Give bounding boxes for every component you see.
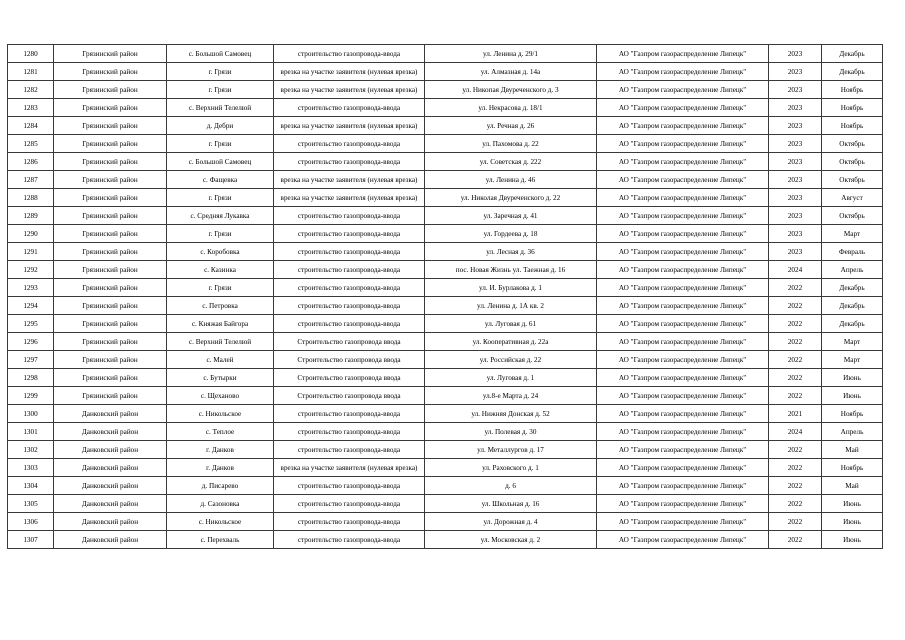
locality-cell: с. Большой Самовец	[167, 153, 274, 171]
work-type-cell: строительство газопровода-ввода	[274, 135, 425, 153]
table-row	[8, 315, 883, 333]
district-cell: Грязинский район	[54, 261, 167, 279]
row-number: 1298	[8, 369, 54, 387]
work-type-cell: строительство газопровода-ввода	[274, 315, 425, 333]
month-cell: Октябрь	[822, 207, 883, 225]
month-cell: Ноябрь	[822, 117, 883, 135]
month-cell: Март	[822, 225, 883, 243]
table-row	[8, 117, 883, 135]
organization-cell: АО "Газпром газораспределение Липецк"	[597, 117, 769, 135]
address-cell: ул. Луговая д. 61	[425, 315, 597, 333]
year-cell: 2022	[769, 459, 822, 477]
district-cell: Грязинский район	[54, 297, 167, 315]
district-cell: Грязинский район	[54, 207, 167, 225]
year-cell: 2023	[769, 189, 822, 207]
year-cell: 2022	[769, 297, 822, 315]
locality-cell: с. Коробовка	[167, 243, 274, 261]
table-row	[8, 81, 883, 99]
row-number: 1302	[8, 441, 54, 459]
year-cell: 2022	[769, 369, 822, 387]
district-cell: Данковский район	[54, 531, 167, 549]
organization-cell: АО "Газпром газораспределение Липецк"	[597, 441, 769, 459]
work-type-cell: строительство газопровода-ввода	[274, 531, 425, 549]
month-cell: Декабрь	[822, 315, 883, 333]
work-type-cell: строительство газопровода-ввода	[274, 261, 425, 279]
month-cell: Декабрь	[822, 297, 883, 315]
work-type-cell: строительство газопровода-ввода	[274, 243, 425, 261]
organization-cell: АО "Газпром газораспределение Липецк"	[597, 243, 769, 261]
organization-cell: АО "Газпром газораспределение Липецк"	[597, 423, 769, 441]
district-cell: Грязинский район	[54, 171, 167, 189]
month-cell: Декабрь	[822, 63, 883, 81]
year-cell: 2022	[769, 441, 822, 459]
month-cell: Апрель	[822, 423, 883, 441]
table-row	[8, 189, 883, 207]
table-row	[8, 477, 883, 495]
row-number: 1284	[8, 117, 54, 135]
row-number: 1289	[8, 207, 54, 225]
organization-cell: АО "Газпром газораспределение Липецк"	[597, 333, 769, 351]
locality-cell: с. Теплое	[167, 423, 274, 441]
year-cell: 2023	[769, 135, 822, 153]
organization-cell: АО "Газпром газораспределение Липецк"	[597, 225, 769, 243]
organization-cell: АО "Газпром газораспределение Липецк"	[597, 405, 769, 423]
row-number: 1296	[8, 333, 54, 351]
year-cell: 2022	[769, 279, 822, 297]
organization-cell: АО "Газпром газораспределение Липецк"	[597, 459, 769, 477]
table-row	[8, 423, 883, 441]
month-cell: Июнь	[822, 387, 883, 405]
row-number: 1291	[8, 243, 54, 261]
month-cell: Октябрь	[822, 153, 883, 171]
locality-cell: г. Грязи	[167, 189, 274, 207]
year-cell: 2022	[769, 477, 822, 495]
locality-cell: с. Щеханово	[167, 387, 274, 405]
district-cell: Грязинский район	[54, 117, 167, 135]
locality-cell: с. Верхний Телелюй	[167, 333, 274, 351]
district-cell: Грязинский район	[54, 99, 167, 117]
locality-cell: с. Петровка	[167, 297, 274, 315]
table-row	[8, 207, 883, 225]
address-cell: ул. Некрасова д. 18/1	[425, 99, 597, 117]
month-cell: Апрель	[822, 261, 883, 279]
organization-cell: АО "Газпром газораспределение Липецк"	[597, 531, 769, 549]
work-type-cell: Строительство газопровода ввода	[274, 333, 425, 351]
district-cell: Грязинский район	[54, 225, 167, 243]
organization-cell: АО "Газпром газораспределение Липецк"	[597, 351, 769, 369]
address-cell: ул. Советская д. 222	[425, 153, 597, 171]
address-cell: ул. Ленина д. 46	[425, 171, 597, 189]
row-number: 1297	[8, 351, 54, 369]
address-cell: ул. Лесная д. 36	[425, 243, 597, 261]
table-row	[8, 243, 883, 261]
address-cell: ул. Николая Двуреченского д. 22	[425, 189, 597, 207]
year-cell: 2021	[769, 405, 822, 423]
locality-cell: с. Бутырки	[167, 369, 274, 387]
district-cell: Грязинский район	[54, 279, 167, 297]
locality-cell: г. Грязи	[167, 225, 274, 243]
work-type-cell: врезка на участке заявителя (нулевая врезка)	[274, 459, 425, 477]
year-cell: 2022	[769, 387, 822, 405]
address-cell: ул. Ленина д. 1А кв. 2	[425, 297, 597, 315]
table-row	[8, 387, 883, 405]
year-cell: 2023	[769, 243, 822, 261]
year-cell: 2023	[769, 117, 822, 135]
month-cell: Июнь	[822, 531, 883, 549]
address-cell: ул. Никопая Двуреченского д. 3	[425, 81, 597, 99]
month-cell: Август	[822, 189, 883, 207]
table-row	[8, 369, 883, 387]
table-row	[8, 351, 883, 369]
year-cell: 2023	[769, 207, 822, 225]
row-number: 1283	[8, 99, 54, 117]
district-cell: Данковский район	[54, 405, 167, 423]
table-row	[8, 441, 883, 459]
row-number: 1301	[8, 423, 54, 441]
year-cell: 2022	[769, 333, 822, 351]
organization-cell: АО "Газпром газораспределение Липецк"	[597, 513, 769, 531]
address-cell: ул.8-е Марта д. 24	[425, 387, 597, 405]
locality-cell: с. Малей	[167, 351, 274, 369]
organization-cell: АО "Газпром газораспределение Липецк"	[597, 261, 769, 279]
document-page	[7, 44, 882, 549]
row-number: 1286	[8, 153, 54, 171]
work-type-cell: строительство газопровода-ввода	[274, 207, 425, 225]
work-type-cell: врезка на участке заявителя (нулевая врезка)	[274, 63, 425, 81]
row-number: 1288	[8, 189, 54, 207]
organization-cell: АО "Газпром газораспределение Липецк"	[597, 171, 769, 189]
table-row	[8, 405, 883, 423]
locality-cell: с. Княжая Байгора	[167, 315, 274, 333]
locality-cell: д. Дебри	[167, 117, 274, 135]
district-cell: Грязинский район	[54, 315, 167, 333]
address-cell: ул. Нижняя Донская д. 52	[425, 405, 597, 423]
district-cell: Данковский район	[54, 459, 167, 477]
address-cell: ул. Раховского д. 1	[425, 459, 597, 477]
row-number: 1295	[8, 315, 54, 333]
month-cell: Декабрь	[822, 45, 883, 63]
row-number: 1282	[8, 81, 54, 99]
table-row	[8, 279, 883, 297]
month-cell: Май	[822, 441, 883, 459]
district-cell: Грязинский район	[54, 369, 167, 387]
organization-cell: АО "Газпром газораспределение Липецк"	[597, 387, 769, 405]
address-cell: ул. Луговая д. 1	[425, 369, 597, 387]
work-type-cell: строительство газопровода-ввода	[274, 477, 425, 495]
year-cell: 2023	[769, 99, 822, 117]
work-type-cell: строительство газопровода-ввода	[274, 279, 425, 297]
address-cell: ул. Алмазная д. 14а	[425, 63, 597, 81]
year-cell: 2024	[769, 423, 822, 441]
work-type-cell: Строительство газопровода ввода	[274, 351, 425, 369]
locality-cell: д. Писарево	[167, 477, 274, 495]
district-cell: Грязинский район	[54, 63, 167, 81]
month-cell: Июнь	[822, 513, 883, 531]
organization-cell: АО "Газпром газораспределение Липецк"	[597, 63, 769, 81]
year-cell: 2023	[769, 171, 822, 189]
organization-cell: АО "Газпром газораспределение Липецк"	[597, 495, 769, 513]
table-row	[8, 99, 883, 117]
address-cell: д. 6	[425, 477, 597, 495]
table-row	[8, 495, 883, 513]
district-cell: Данковский район	[54, 441, 167, 459]
month-cell: Октябрь	[822, 171, 883, 189]
year-cell: 2023	[769, 45, 822, 63]
locality-cell: г. Грязи	[167, 135, 274, 153]
locality-cell: г. Грязи	[167, 279, 274, 297]
organization-cell: АО "Газпром газораспределение Липецк"	[597, 135, 769, 153]
locality-cell: г. Данков	[167, 459, 274, 477]
month-cell: Июнь	[822, 369, 883, 387]
locality-cell: с. Никольское	[167, 405, 274, 423]
month-cell: Ноябрь	[822, 459, 883, 477]
month-cell: Ноябрь	[822, 99, 883, 117]
work-type-cell: строительство газопровода-ввода	[274, 297, 425, 315]
row-number: 1299	[8, 387, 54, 405]
district-cell: Данковский район	[54, 423, 167, 441]
table-row	[8, 225, 883, 243]
table-row	[8, 513, 883, 531]
locality-cell: г. Данков	[167, 441, 274, 459]
address-cell: ул. И. Бурлакова д. 1	[425, 279, 597, 297]
organization-cell: АО "Газпром газораспределение Липецк"	[597, 189, 769, 207]
year-cell: 2022	[769, 495, 822, 513]
row-number: 1294	[8, 297, 54, 315]
table-row	[8, 153, 883, 171]
month-cell: Ноябрь	[822, 405, 883, 423]
year-cell: 2023	[769, 225, 822, 243]
organization-cell: АО "Газпром газораспределение Липецк"	[597, 477, 769, 495]
month-cell: Февраль	[822, 243, 883, 261]
address-cell: пос. Новая Жизнь ул. Таежная д. 16	[425, 261, 597, 279]
year-cell: 2022	[769, 513, 822, 531]
organization-cell: АО "Газпром газораспределение Липецк"	[597, 279, 769, 297]
district-cell: Грязинский район	[54, 153, 167, 171]
work-type-cell: строительство газопровода-ввода	[274, 423, 425, 441]
work-type-cell: строительство газопровода-ввода	[274, 45, 425, 63]
district-cell: Данковский район	[54, 495, 167, 513]
row-number: 1285	[8, 135, 54, 153]
organization-cell: АО "Газпром газораспределение Липецк"	[597, 207, 769, 225]
table-row	[8, 531, 883, 549]
month-cell: Июнь	[822, 495, 883, 513]
month-cell: Декабрь	[822, 279, 883, 297]
row-number: 1281	[8, 63, 54, 81]
row-number: 1287	[8, 171, 54, 189]
address-cell: ул. Дорожная д. 4	[425, 513, 597, 531]
row-number: 1290	[8, 225, 54, 243]
table-row	[8, 135, 883, 153]
work-type-cell: строительство газопровода-ввода	[274, 513, 425, 531]
row-number: 1303	[8, 459, 54, 477]
row-number: 1293	[8, 279, 54, 297]
row-number: 1307	[8, 531, 54, 549]
year-cell: 2022	[769, 315, 822, 333]
table-row	[8, 297, 883, 315]
address-cell: ул. Московская д. 2	[425, 531, 597, 549]
district-cell: Грязинский район	[54, 243, 167, 261]
district-cell: Данковский район	[54, 477, 167, 495]
address-cell: ул. Гордеева д. 18	[425, 225, 597, 243]
district-cell: Грязинский район	[54, 351, 167, 369]
month-cell: Март	[822, 351, 883, 369]
table-row	[8, 333, 883, 351]
locality-cell: с. Фащевка	[167, 171, 274, 189]
year-cell: 2022	[769, 531, 822, 549]
locality-cell: г. Грязи	[167, 81, 274, 99]
district-cell: Грязинский район	[54, 135, 167, 153]
work-type-cell: строительство газопровода-ввода	[274, 225, 425, 243]
work-type-cell: Строительство газопровода ввода	[274, 369, 425, 387]
organization-cell: АО "Газпром газораспределение Липецк"	[597, 369, 769, 387]
organization-cell: АО "Газпром газораспределение Липецк"	[597, 297, 769, 315]
organization-cell: АО "Газпром газораспределение Липецк"	[597, 315, 769, 333]
address-cell: ул. Речная д. 26	[425, 117, 597, 135]
table-row	[8, 63, 883, 81]
month-cell: Март	[822, 333, 883, 351]
address-cell: ул. Российская д. 22	[425, 351, 597, 369]
locality-cell: с. Большой Самовец	[167, 45, 274, 63]
address-cell: ул. Полевая д. 30	[425, 423, 597, 441]
work-type-cell: строительство газопровода-ввода	[274, 153, 425, 171]
locality-cell: д. Сазоновка	[167, 495, 274, 513]
work-type-cell: строительство газопровода-ввода	[274, 495, 425, 513]
organization-cell: АО "Газпром газораспределение Липецк"	[597, 45, 769, 63]
district-cell: Грязинский район	[54, 45, 167, 63]
row-number: 1292	[8, 261, 54, 279]
locality-cell: с. Средняя Лукавка	[167, 207, 274, 225]
work-type-cell: строительство газопровода-ввода	[274, 99, 425, 117]
locality-cell: г. Грязи	[167, 63, 274, 81]
address-cell: ул. Пахомова д. 22	[425, 135, 597, 153]
row-number: 1280	[8, 45, 54, 63]
work-type-cell: строительство газопровода-ввода	[274, 405, 425, 423]
address-cell: ул. Металлургов д. 17	[425, 441, 597, 459]
month-cell: Октябрь	[822, 135, 883, 153]
table-body	[8, 45, 883, 549]
row-number: 1304	[8, 477, 54, 495]
district-cell: Данковский район	[54, 513, 167, 531]
year-cell: 2023	[769, 63, 822, 81]
table-row	[8, 261, 883, 279]
month-cell: Май	[822, 477, 883, 495]
work-type-cell: строительство газопровода-ввода	[274, 441, 425, 459]
district-cell: Грязинский район	[54, 333, 167, 351]
district-cell: Грязинский район	[54, 387, 167, 405]
year-cell: 2024	[769, 261, 822, 279]
address-cell: ул. Заречная д. 41	[425, 207, 597, 225]
locality-cell: с. Верхний Телелюй	[167, 99, 274, 117]
table-row	[8, 45, 883, 63]
work-type-cell: врезка на участке заявителя (нулевая врезка)	[274, 81, 425, 99]
district-cell: Грязинский район	[54, 81, 167, 99]
gasification-table	[7, 44, 883, 549]
month-cell: Ноябрь	[822, 81, 883, 99]
row-number: 1306	[8, 513, 54, 531]
address-cell: ул. Ленина д. 29/1	[425, 45, 597, 63]
year-cell: 2023	[769, 81, 822, 99]
year-cell: 2023	[769, 153, 822, 171]
organization-cell: АО "Газпром газораспределение Липецк"	[597, 99, 769, 117]
year-cell: 2022	[769, 351, 822, 369]
work-type-cell: врезка на участке заявителя (нулевая врезка)	[274, 171, 425, 189]
organization-cell: АО "Газпром газораспределение Липецк"	[597, 81, 769, 99]
work-type-cell: врезка на участке заявителя (нулевая врезка)	[274, 189, 425, 207]
address-cell: ул. Кооперативная д. 22а	[425, 333, 597, 351]
locality-cell: с. Никольское	[167, 513, 274, 531]
locality-cell: с. Перехваль	[167, 531, 274, 549]
work-type-cell: врезка на участке заявителя (нулевая врезка)	[274, 117, 425, 135]
row-number: 1300	[8, 405, 54, 423]
district-cell: Грязинский район	[54, 189, 167, 207]
organization-cell: АО "Газпром газораспределение Липецк"	[597, 153, 769, 171]
locality-cell: с. Казинка	[167, 261, 274, 279]
address-cell: ул. Школьная д. 16	[425, 495, 597, 513]
work-type-cell: Строительство газопровода ввода	[274, 387, 425, 405]
table-row	[8, 459, 883, 477]
row-number: 1305	[8, 495, 54, 513]
table-row	[8, 171, 883, 189]
